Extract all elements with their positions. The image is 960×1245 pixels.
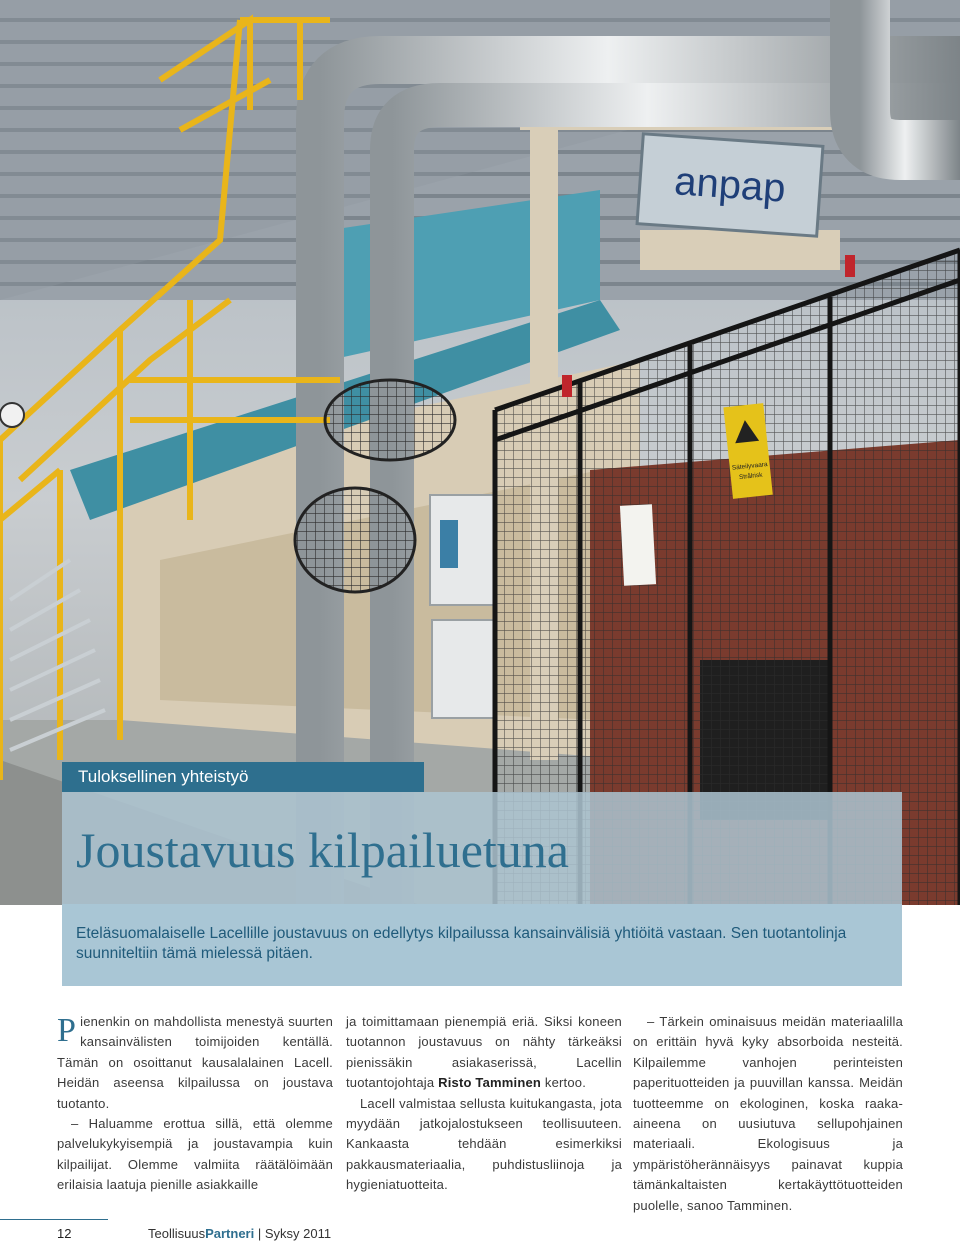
paragraph: Pienenkin on mahdollista menestyä suurten kansainvälisten toimijoiden kentällä. Tämän on osoittanut kausalalainen Lacell. Heidän aseensa kilpailussa on joustava tuotanto.: [57, 1012, 333, 1111]
section-kicker: Tuloksellinen yhteistyö: [62, 762, 424, 792]
footer-rule: [0, 1219, 108, 1220]
body-column-1: [57, 1012, 333, 1196]
body-column-3: [633, 1012, 903, 1216]
page-number: 12: [57, 1226, 72, 1241]
paragraph: – Haluamme erottua sillä, että olemme palvelukykyisempiä ja joustavampia kuin kilpailijat. Olemme valmiita räätälöimään erilaisia laatuja pienille asiakkaille: [57, 1116, 333, 1193]
paragraph: ja toimittamaan pienempiä eriä. Siksi koneen tuotannon joustavuus on nähty tärkeäksi pienissäkin asiakaserissä, Lacellin tuotantojohtaja Risto Tamminen kertoo.: [346, 1014, 622, 1091]
person-name: Risto Tamminen: [438, 1075, 542, 1091]
control-cabinet-lower: [432, 620, 494, 718]
article-lead: Eteläsuomalaiselle Lacellille joustavuus on edellytys kilpailussa kansainvälisiä yhtiöitä vastaan. Sen tuotantolinja suunniteltiin tämä mielessä pitäen.: [76, 925, 847, 962]
svg-text:Strålrisk: Strålrisk: [738, 471, 763, 482]
article-title: Joustavuus kilpailuetuna: [76, 822, 569, 878]
body-column-2: [346, 1012, 622, 1196]
paragraph: Lacell valmistaa sellusta kuitukangasta, jota myydään jatkojalostukseen teollisuuteen. Kankaasta tehdään esimerkiksi pakkausmateriaalia, puhdistusliinoja ja hygieniatuotteita.: [346, 1095, 622, 1193]
publication-info: TeollisuusPartneri | Syksy 2011: [148, 1226, 332, 1241]
drop-cap: P: [57, 1012, 77, 1049]
paragraph: – Tärkein ominaisuus meidän materiaalilla on erittäin hyvä kyky absorboida nesteitä. Kilpailemme vanhojen perinteisten paperituotteiden ja puuvillan kanssa. Meidän tuotteemme on ekologinen, koska raaka-aineena on uusiutuva sellupohjainen materiaali. Ekologisuus ja ympäristöhеrännäisyys painavat kuppia tämänkaltaisten kertakäyttötuotteiden puolelle, sanoo Tamminen.: [633, 1014, 903, 1213]
motor-cage-lower: [295, 488, 415, 592]
svg-text:anpap: anpap: [672, 159, 788, 211]
control-cabinet-upper: [430, 495, 496, 605]
motor-cage-upper: [325, 380, 455, 460]
svg-text:Säteilyvaara: Säteilyvaara: [731, 461, 768, 472]
